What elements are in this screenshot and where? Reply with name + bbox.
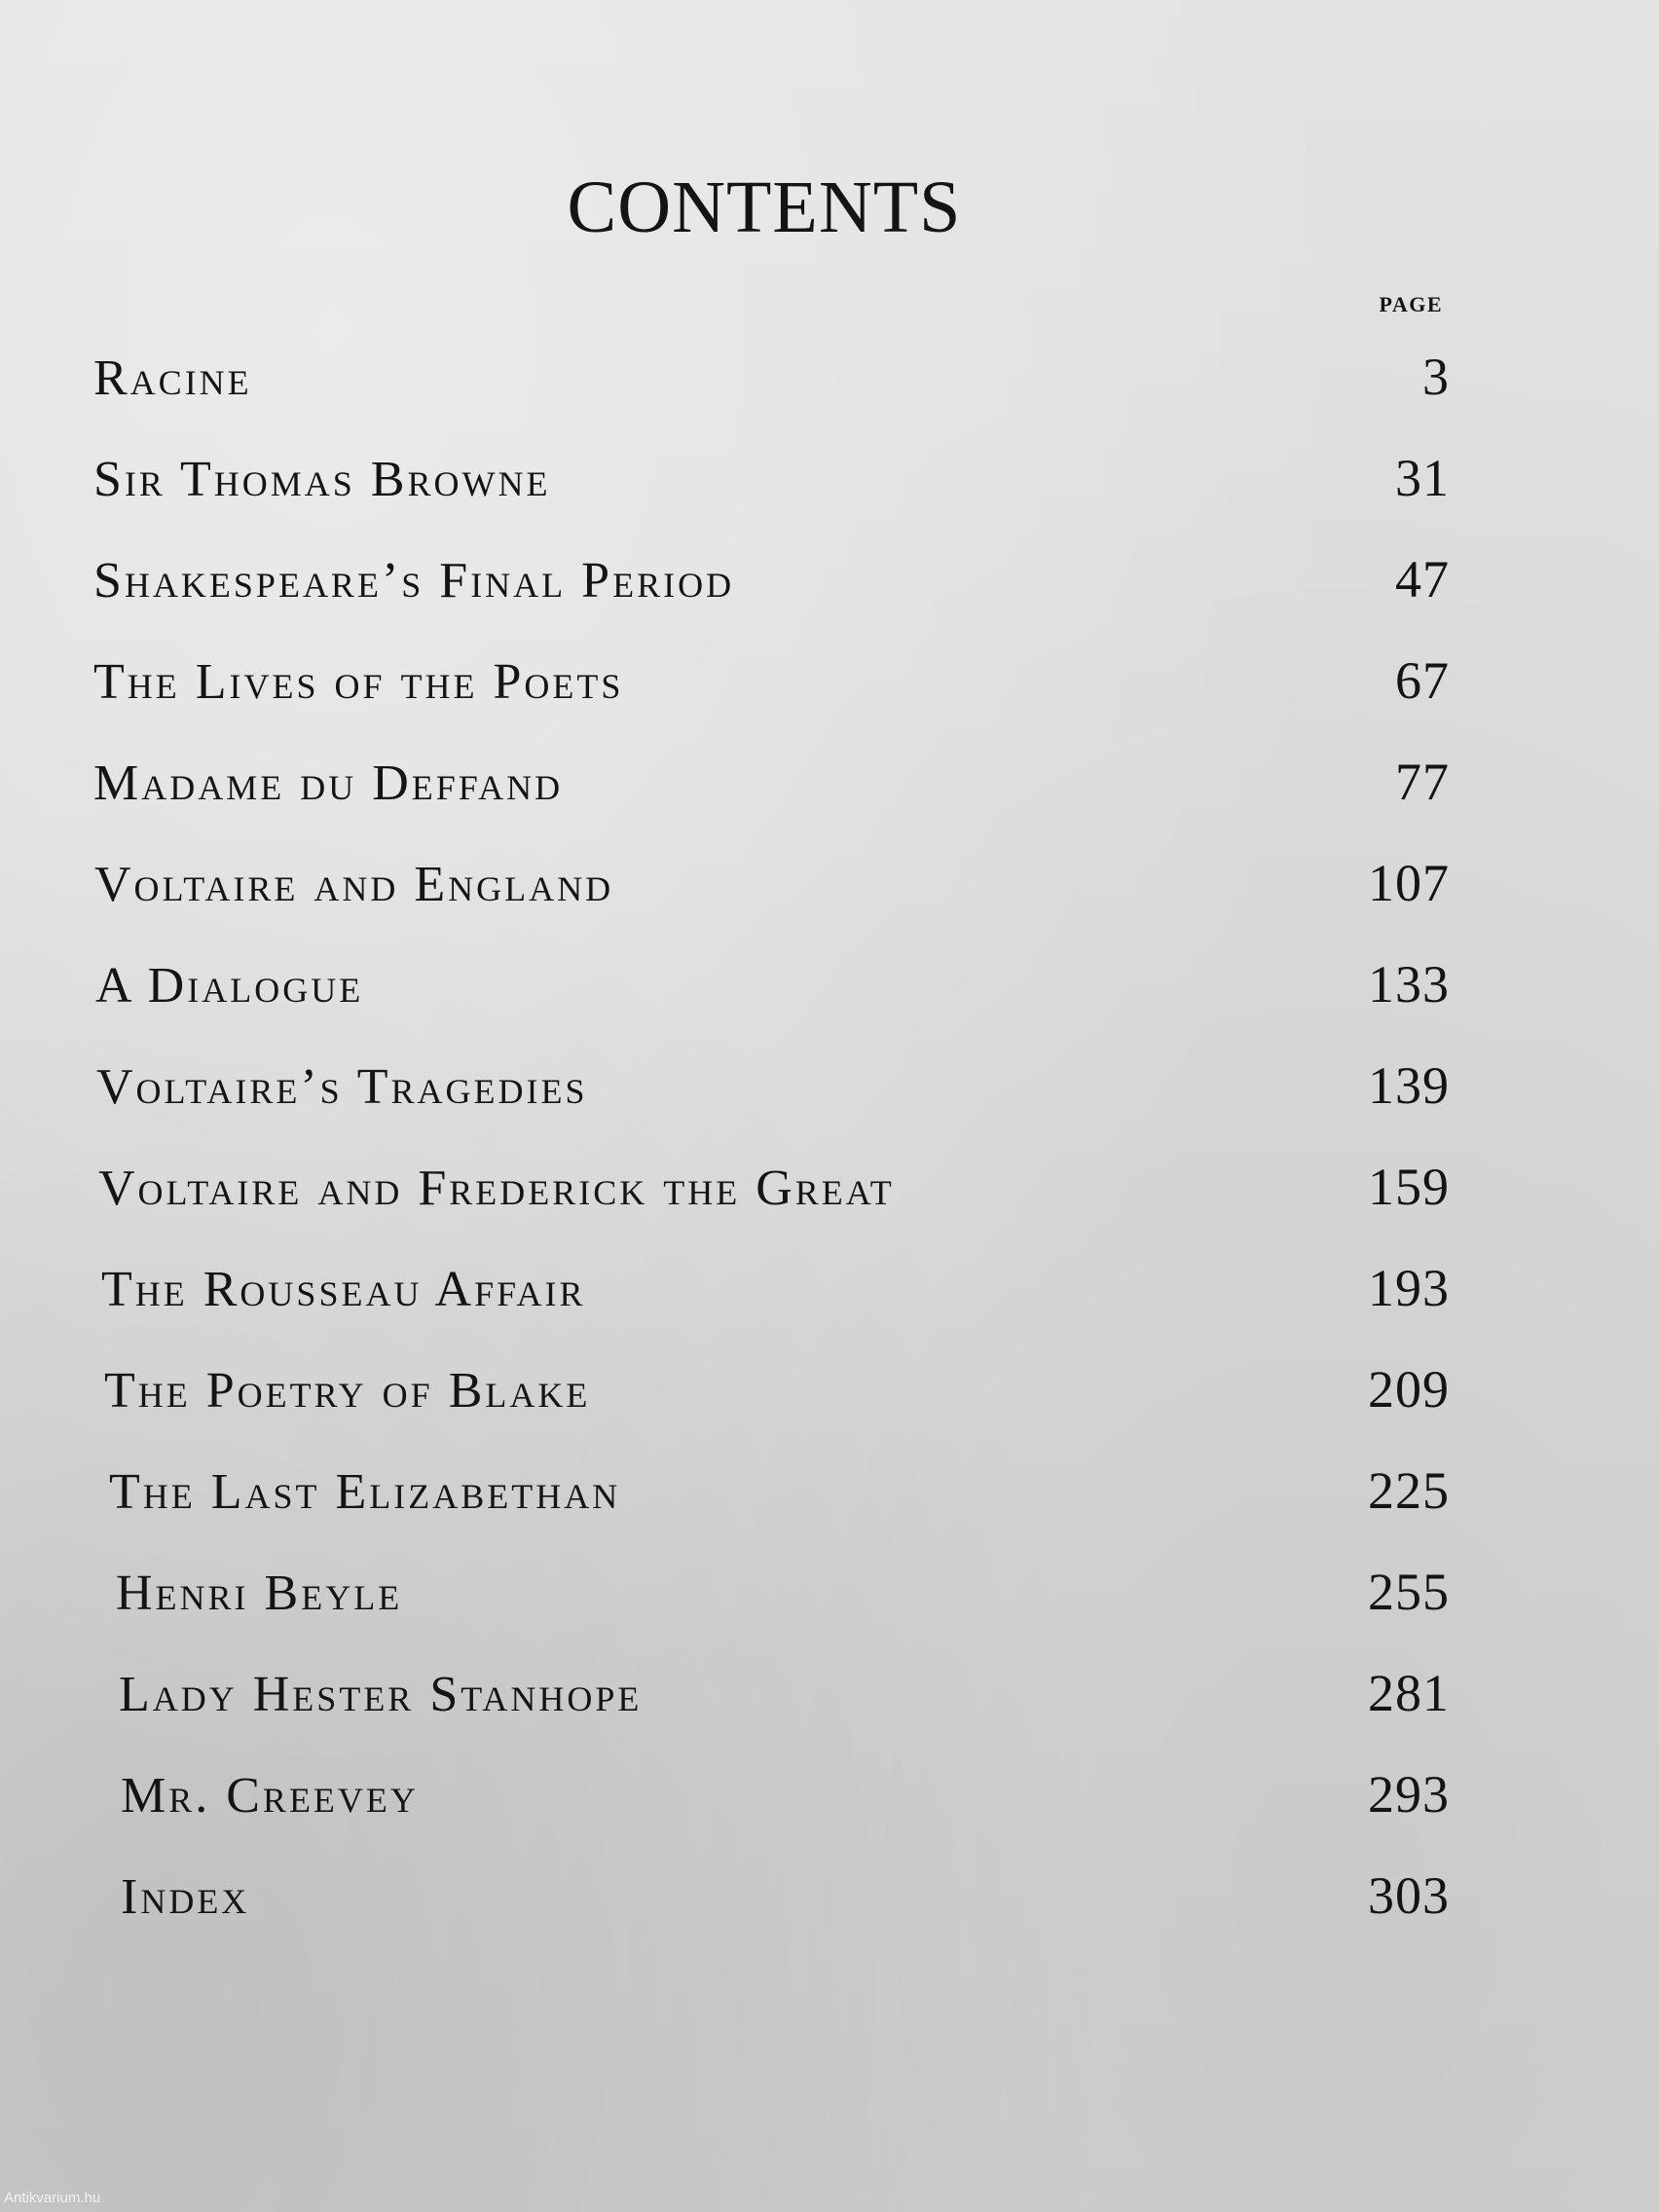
table-of-contents — [0, 331, 1659, 1951]
entry-page-number: 139 — [1368, 1056, 1450, 1115]
entry-title: Racine — [93, 350, 252, 406]
entry-title: The Lives of the Poets — [93, 654, 624, 710]
entry-title: Sir Thomas Browne — [93, 452, 551, 507]
entry-page-number: 303 — [1368, 1866, 1450, 1925]
toc-entry-rousseau-affair — [0, 1242, 1659, 1344]
entry-title: Madame du Deffand — [93, 756, 564, 811]
entry-page-number: 47 — [1395, 550, 1450, 608]
toc-entry-lives-of-the-poets — [0, 635, 1659, 736]
entry-page-number: 281 — [1368, 1664, 1450, 1722]
toc-entry-mr-creevey — [0, 1749, 1659, 1850]
entry-page-number: 3 — [1422, 348, 1450, 406]
page-column-label: PAGE — [1379, 292, 1443, 316]
watermark: Antikvarium.hu — [4, 2190, 101, 2206]
toc-entry-voltaires-tragedies — [0, 1040, 1659, 1141]
entry-title: Shakespeare’s Final Period — [93, 553, 735, 608]
toc-entry-racine — [0, 331, 1659, 432]
entry-page-number: 159 — [1368, 1158, 1450, 1216]
entry-title: The Rousseau Affair — [101, 1262, 586, 1317]
toc-entry-a-dialogue — [0, 939, 1659, 1040]
entry-page-number: 67 — [1395, 651, 1450, 710]
toc-entry-voltaire-and-england — [0, 837, 1659, 939]
entry-title: Mr. Creevey — [121, 1768, 419, 1824]
entry-page-number: 107 — [1368, 854, 1450, 912]
entry-page-number: 77 — [1395, 753, 1450, 811]
entry-page-number: 293 — [1368, 1765, 1450, 1824]
entry-page-number: 193 — [1368, 1259, 1450, 1317]
entry-title: The Last Elizabethan — [109, 1464, 621, 1520]
toc-entry-poetry-of-blake — [0, 1344, 1659, 1445]
toc-entry-index — [0, 1850, 1659, 1951]
entry-title: Henri Beyle — [116, 1566, 403, 1621]
contents-heading: CONTENTS — [567, 166, 962, 248]
entry-page-number: 225 — [1368, 1461, 1450, 1520]
entry-title: Voltaire and Frederick the Great — [98, 1161, 895, 1216]
entry-page-number: 31 — [1395, 449, 1450, 507]
toc-entry-lady-hester-stanhope — [0, 1647, 1659, 1749]
entry-title: Index — [121, 1869, 250, 1925]
toc-entry-shakespeares-final-period — [0, 534, 1659, 635]
entry-title: Voltaire and England — [94, 857, 614, 912]
entry-title: A Dialogue — [95, 958, 364, 1014]
entry-title: Lady Hester Stanhope — [119, 1667, 643, 1722]
entry-page-number: 255 — [1368, 1563, 1450, 1621]
entry-title: Voltaire’s Tragedies — [96, 1059, 588, 1115]
toc-entry-madame-du-deffand — [0, 736, 1659, 837]
entry-page-number: 209 — [1368, 1360, 1450, 1419]
toc-entry-voltaire-and-frederick — [0, 1141, 1659, 1242]
entry-page-number: 133 — [1368, 955, 1450, 1014]
toc-entry-last-elizabethan — [0, 1445, 1659, 1546]
toc-entry-henri-beyle — [0, 1546, 1659, 1647]
toc-entry-sir-thomas-browne — [0, 432, 1659, 534]
entry-title: The Poetry of Blake — [104, 1363, 591, 1419]
